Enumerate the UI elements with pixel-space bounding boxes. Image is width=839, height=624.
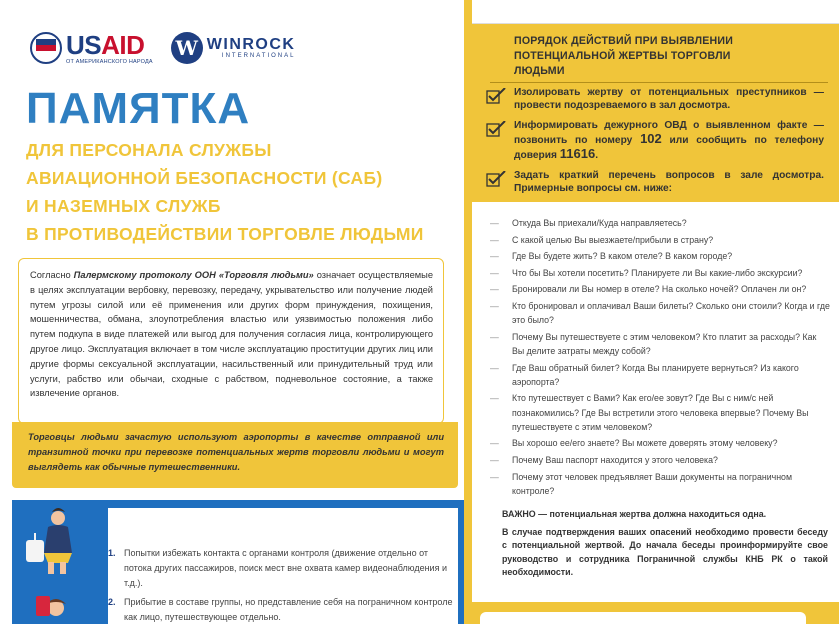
list-item <box>108 546 458 591</box>
bottom-card-inner <box>480 612 806 624</box>
question-text: Почему этот человек предъявляет Ваши документы на пограничном контроле? <box>512 471 792 496</box>
checkbox-check-icon <box>486 121 508 137</box>
dash-marker: — <box>490 284 499 295</box>
column-divider <box>464 0 472 624</box>
step2-part-a: Информировать дежурного ОВД о выявленном факте — позвонить по номеру <box>514 120 824 146</box>
list-item <box>490 299 830 327</box>
right-top-margin <box>472 0 839 24</box>
procedure-step <box>486 169 824 195</box>
hotline-number: 11616 <box>559 146 596 161</box>
procedure-title-line-2: ПОТЕНЦИАЛЬНОЙ ЖЕРТВЫ ТОРГОВЛИ <box>514 50 731 62</box>
dash-marker: — <box>490 454 499 465</box>
list-item-text: Прибытие в составе группы, но представление себя на пограничном контроле как лицо, путешествующее отдельно. <box>124 597 453 622</box>
usaid-aid: AID <box>101 29 145 60</box>
question-text: Вы хорошо ее/его знаете? Вы можете доверять этому человеку? <box>512 438 778 449</box>
page-subtitle <box>26 136 424 248</box>
right-column <box>472 0 839 624</box>
dash-marker: — <box>490 300 499 311</box>
list-item <box>490 266 830 280</box>
list-item-number: 1. <box>108 548 116 558</box>
signs-list <box>108 546 458 624</box>
procedure-title-line-3: ЛЮДЬМИ <box>514 65 565 77</box>
signs-title-line-1: ОБЩИЕ ПРИЗНАКИ ПОВЕДЕНИЯ ЖЕРТВЫ <box>112 512 322 523</box>
winrock-emblem-icon: W <box>171 32 203 64</box>
procedure-step <box>486 86 824 112</box>
usaid-seal-icon <box>30 32 62 64</box>
police-number: 102 <box>640 131 662 146</box>
question-text: Почему Вы путешествуете с этим человеком? Кто платит за расходы? Как Вы делите затраты между собой? <box>512 331 817 356</box>
list-item <box>490 361 830 389</box>
procedure-steps <box>486 86 824 202</box>
procedure-divider <box>490 82 828 83</box>
dash-marker: — <box>490 331 499 342</box>
usaid-logo <box>30 29 153 65</box>
definition-protocol: Палермскому протоколу ООН «Торговля людьми» <box>73 270 314 280</box>
important-line-2: В случае подтверждения ваших опасений необходимо провести беседу с потенциальной жертвой. До начала беседы проинформируйте свое руководство и сотрудника Пограничной службы КНБ РК о такой необходимости. <box>502 526 828 578</box>
checkbox-check-icon <box>486 88 508 104</box>
dash-marker: — <box>490 234 499 245</box>
usaid-subtitle: ОТ АМЕРИКАНСКОГО НАРОДА <box>66 58 153 65</box>
list-item <box>490 330 830 358</box>
dash-marker: — <box>490 267 499 278</box>
procedure-box <box>472 24 839 202</box>
subtitle-line-1: ДЛЯ ПЕРСОНАЛА СЛУЖБЫ <box>26 140 272 160</box>
signs-title-line-2: ТОРГОВЛИ ЛЮДЬМИ <box>112 528 216 539</box>
procedure-step-text <box>514 119 824 162</box>
definition-body: означает осуществляемые в целях эксплуатации вербовку, перевозку, передачу, укрывательство или получение людей путем угрозы силой или её применения или других форм принуждения, похищения, мошенничества, обмана, злоупотребления властью или уязвимостью положения либо путем подкупа в виде платежей или выгод для получения согласия лица, контролирующего другое лицо. Эксплуатация включает в том числе эксплуатацию проституции других лиц или другие формы сексуальной эксплуатации, насильственный или принудительный труд или услуги, рабство или обычаи, сходные с рабством, подневольное состояние, а также извлечение органов. <box>30 270 434 399</box>
dash-marker: — <box>490 393 499 404</box>
usaid-us: US <box>66 29 102 60</box>
procedure-step-text: Задать краткий перечень вопросов в зале досмотра. Примерные вопросы см. ниже: <box>514 170 824 194</box>
question-text: Кто бронировал и оплачивал Ваши билеты? Сколько они стоили? Когда и где это было? <box>512 300 830 326</box>
important-line-1: ВАЖНО — потенциальная жертва должна находиться одна. <box>502 509 767 519</box>
subtitle-line-3: И НАЗЕМНЫХ СЛУЖБ <box>26 196 221 216</box>
dash-marker: — <box>490 218 499 228</box>
warning-box: Торговцы людьми зачастую используют аэропорты в качестве отправной или транзитной точки при перевозке потенциальных жертв торговли людьми и могут выглядеть как обычные путешественники. <box>12 422 458 488</box>
list-item <box>490 453 830 467</box>
list-item <box>490 216 830 230</box>
bottom-card <box>472 602 839 624</box>
questions-list <box>490 216 830 500</box>
signs-title <box>112 510 322 542</box>
dash-marker: — <box>490 471 499 482</box>
procedure-step <box>486 119 824 162</box>
subtitle-line-2: АВИАЦИОННОЙ БЕЗОПАСНОСТИ (САБ) <box>26 168 383 188</box>
question-text: С какой целью Вы выезжаете/прибыли в страну? <box>512 234 714 245</box>
subtitle-line-4: В ПРОТИВОДЕЙСТВИИ ТОРГОВЛЕ ЛЮДЬМИ <box>26 224 424 244</box>
procedure-title <box>514 34 733 79</box>
list-item <box>490 391 830 434</box>
traveler-illustration-icon <box>12 500 94 624</box>
dash-marker: — <box>490 438 499 449</box>
page-title: ПАМЯТКА <box>26 84 251 133</box>
step2-part-b: или сообщить по телефону доверия <box>514 135 824 161</box>
winrock-subtitle: INTERNATIONAL <box>221 53 296 59</box>
logos <box>30 28 295 68</box>
list-item <box>490 249 830 263</box>
question-text: Кто путешествует с Вами? Как его/ее зовут? Где Вы с ним/с ней познакомились? Где Вы встретили этого человека впервые? Почему Вы путешествуете с этим человеком? <box>512 393 809 432</box>
procedure-step-text: Изолировать жертву от потенциальных преступников — провести подозреваемого в зал досмотра. <box>514 87 824 111</box>
definition-prefix: Согласно <box>30 270 74 280</box>
procedure-title-line-1: ПОРЯДОК ДЕЙСТВИЙ ПРИ ВЫЯВЛЕНИИ <box>514 35 734 47</box>
dash-marker: — <box>490 251 499 262</box>
question-text: Откуда Вы приехали/Куда направляетесь? <box>512 218 687 228</box>
winrock-word: WINROCK <box>206 36 296 53</box>
list-item-text: Попытки избежать контакта с органами контроля (движение отдельно от потока других пассажиров, поиск мест вне охвата камер видеонаблюдения и т.д.). <box>124 548 447 588</box>
question-text: Почему Ваш паспорт находится у этого человека? <box>512 454 718 465</box>
question-text: Что бы Вы хотели посетить? Планируете ли Вы какие-либо экскурсии? <box>512 267 803 278</box>
list-item-number: 2. <box>108 597 116 607</box>
definition-box <box>18 258 444 424</box>
question-text: Где Вы будете жить? В каком отеле? В каком городе? <box>512 251 733 262</box>
list-item <box>490 233 830 247</box>
list-item <box>490 282 830 296</box>
dash-marker: — <box>490 362 499 373</box>
list-item <box>490 470 830 498</box>
step2-part-c: . <box>595 150 599 161</box>
question-text: Бронировали ли Вы номер в отеле? На сколько ночей? Оплачен ли он? <box>512 284 807 295</box>
checkbox-check-icon <box>486 171 508 187</box>
important-note <box>502 508 828 584</box>
question-text: Где Ваш обратный билет? Когда Вы планируете вернуться? Из какого аэропорта? <box>512 362 799 387</box>
winrock-logo <box>171 32 296 64</box>
list-item <box>108 595 458 624</box>
list-item <box>490 436 830 450</box>
